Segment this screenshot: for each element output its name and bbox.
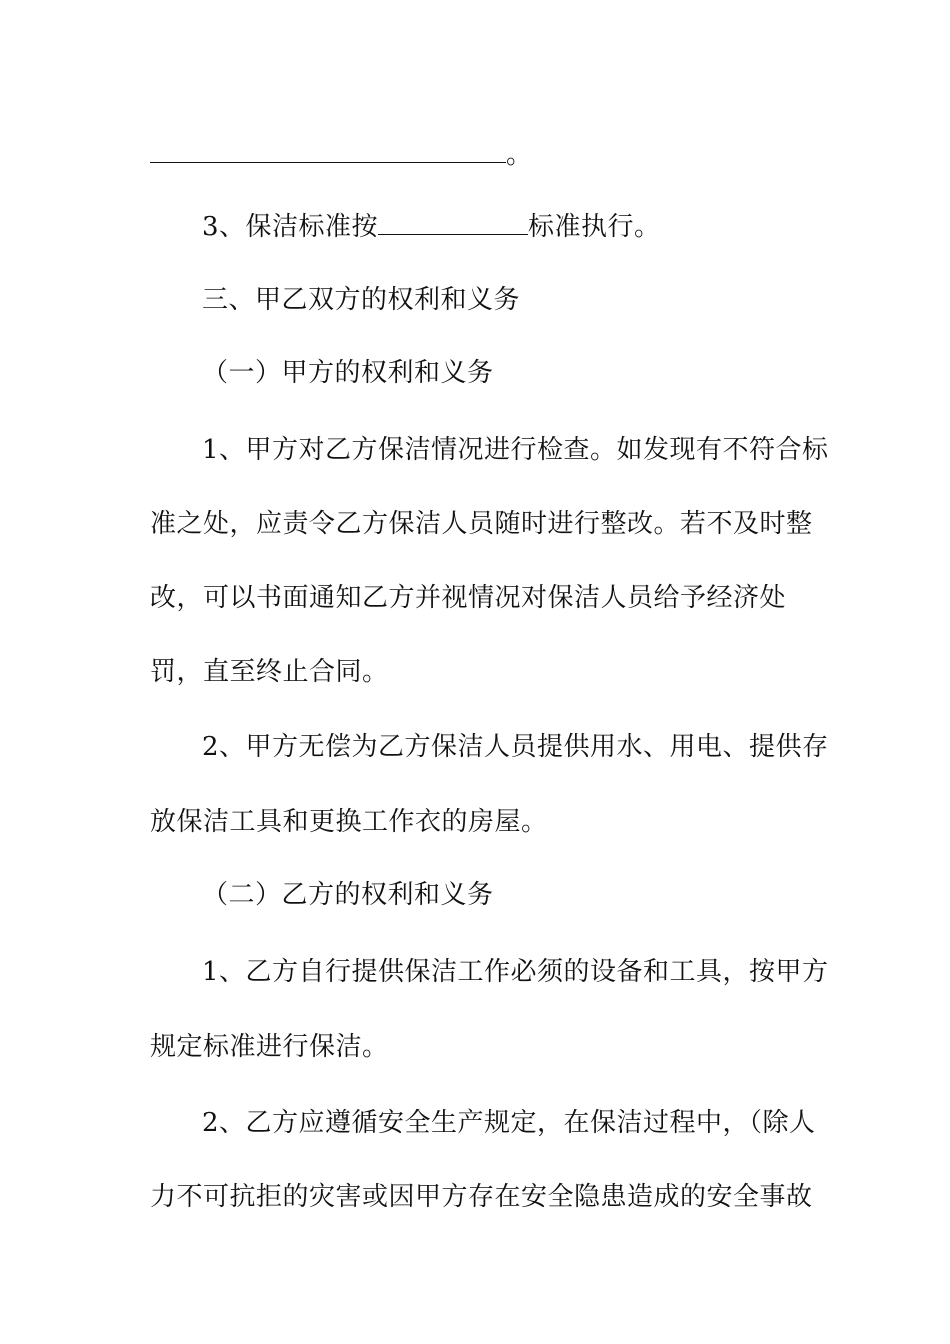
- blank-fill-line: [150, 138, 533, 172]
- section-heading-rights-obligations: 三、甲乙双方的权利和义务: [202, 285, 521, 315]
- paragraph-line: 改，可以书面通知乙方并视情况对保洁人员给予经济处: [150, 583, 787, 613]
- paragraph-line: 准之处，应责令乙方保洁人员随时进行整改。若不及时整: [150, 509, 813, 539]
- paragraph-line: 罚，直至终止合同。: [150, 657, 389, 687]
- paragraph-line: 1、乙方自行提供保洁工作必须的设备和工具，按甲方: [202, 957, 829, 987]
- paragraph-line: 放保洁工具和更换工作衣的房屋。: [150, 807, 548, 837]
- subsection-heading-party-a: （一）甲方的权利和义务: [202, 358, 494, 388]
- paragraph-line: 力不可抗拒的灾害或因甲方存在安全隐患造成的安全事故: [150, 1182, 813, 1212]
- clause-cleaning-standard: [202, 210, 661, 244]
- paragraph-line: 1、甲方对乙方保洁情况进行检查。如发现有不符合标: [202, 435, 829, 465]
- line-end-punctuation: 。: [506, 140, 533, 170]
- clause-text-suffix: 标准执行。: [528, 212, 661, 242]
- paragraph-line: 规定标准进行保洁。: [150, 1032, 389, 1062]
- clause-text-prefix: 3、保洁标准按: [202, 212, 379, 242]
- subsection-heading-party-b: （二）乙方的权利和义务: [202, 880, 494, 910]
- fill-in-blank[interactable]: [378, 214, 528, 235]
- paragraph-line: 2、甲方无偿为乙方保洁人员提供用水、用电、提供存: [202, 732, 829, 762]
- paragraph-line: 2、乙方应遵循安全生产规定，在保洁过程中，（除人: [202, 1108, 816, 1138]
- fill-in-blank[interactable]: [150, 142, 506, 163]
